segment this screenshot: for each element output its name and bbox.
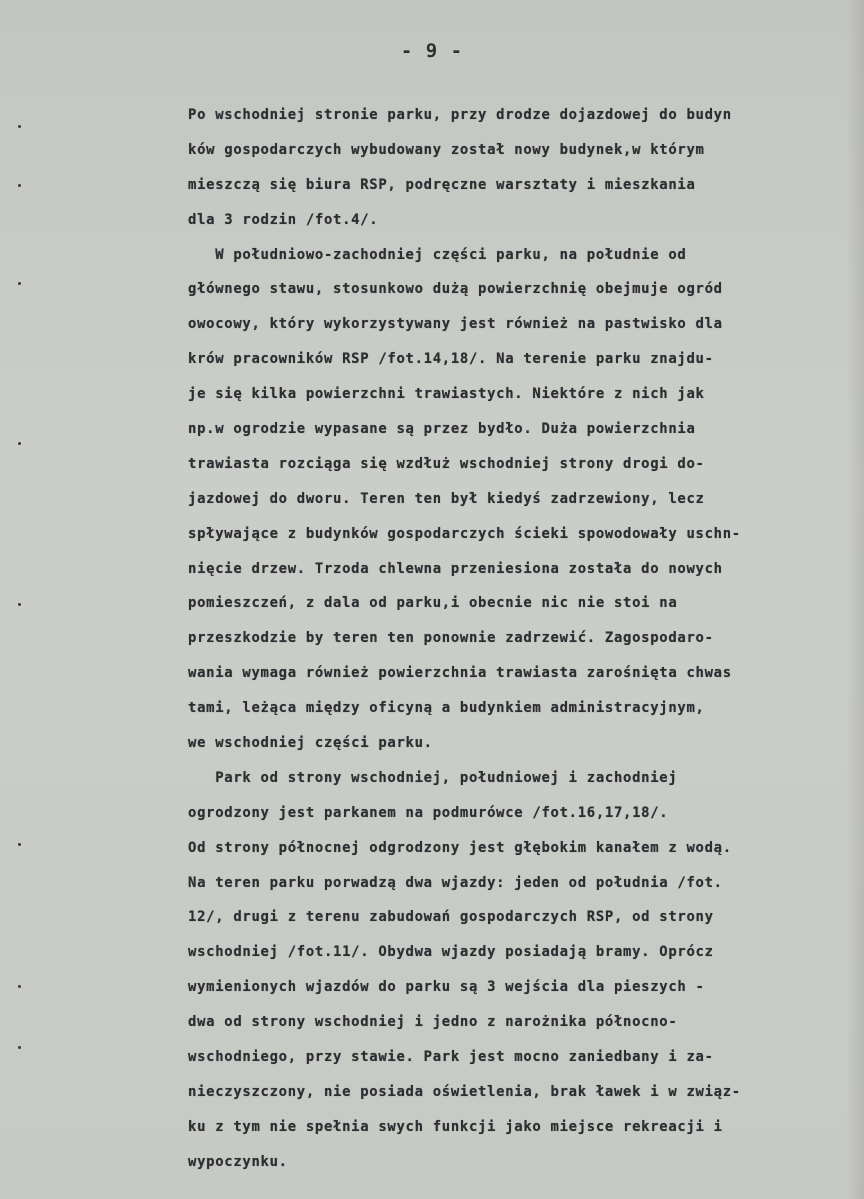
punch-hole-mark (18, 1046, 21, 1049)
text-line: wschodniej /fot.11/. Obydwa wjazdy posiadają bramy. Oprócz (188, 944, 714, 961)
punch-hole-mark (18, 282, 21, 285)
typewritten-body (188, 103, 856, 1185)
text-line: pomieszczeń, z dala od parku,i obecnie nic nie stoi na (188, 595, 678, 612)
text-line: owocowy, który wykorzystywany jest również na pastwisko dla (188, 316, 723, 333)
text-line: wypoczynku. (188, 1153, 288, 1170)
punch-hole-mark (18, 603, 21, 606)
text-line: wschodniego, przy stawie. Park jest mocno zaniedbany i za- (188, 1049, 714, 1066)
text-line: ków gospodarczych wybudowany został nowy budynek,w którym (188, 141, 705, 158)
text-line: Na teren parku porwadzą dwa wjazdy: jeden od południa /fot. (188, 874, 723, 891)
text-line: krów pracowników RSP /fot.14,18/. Na terenie parku znajdu- (188, 351, 714, 368)
punch-hole-mark (18, 125, 21, 128)
punch-hole-mark (18, 985, 21, 988)
punch-hole-mark (18, 442, 21, 445)
text-line: nieczyszczony, nie posiada oświetlenia, brak ławek i w związ- (188, 1083, 741, 1100)
text-line: dla 3 rodzin /fot.4/. (188, 211, 379, 228)
text-line: dwa od strony wschodniej i jedno z narożnika północno- (188, 1014, 678, 1031)
text-line: we wschodniej części parku. (188, 735, 433, 752)
text-line: przeszkodzie by teren ten ponownie zadrzewić. Zagospodaro- (188, 630, 714, 647)
text-line: mieszczą się biura RSP, podręczne warsztaty i mieszkania (188, 176, 696, 193)
punch-hole-mark (18, 184, 21, 187)
text-line: jazdowej do dworu. Teren ten był kiedyś zadrzewiony, lecz (188, 490, 705, 507)
text-line: spływające z budynków gospodarczych ścieki spowodowały uschn- (188, 525, 741, 542)
punch-hole-mark (18, 843, 21, 846)
text-line: Po wschodniej stronie parku, przy drodze dojazdowej do budyn (188, 107, 732, 123)
text-line: je się kilka powierzchni trawiastych. Niektóre z nich jak (188, 386, 705, 403)
text-line: np.w ogrodzie wypasane są przez bydło. Duża powierzchnia (188, 421, 696, 438)
text-line: 12/, drugi z terenu zabudowań gospodarczych RSP, od strony (188, 909, 714, 926)
text-line: wymienionych wjazdów do parku są 3 wejścia dla pieszych - (188, 979, 705, 996)
text-line: tami, leżąca między oficyną a budynkiem administracyjnym, (188, 700, 705, 717)
text-line: ogrodzony jest parkanem na podmurówce /fot.16,17,18/. (188, 804, 669, 821)
text-line: Od strony północnej odgrodzony jest głębokim kanałem z wodą. (188, 839, 732, 856)
page-number: - 9 - (400, 40, 464, 62)
text-line: wania wymaga również powierzchnia trawiasta zarośnięta chwas (188, 665, 732, 682)
text-line: głównego stawu, stosunkowo dużą powierzchnię obejmuje ogród (188, 281, 723, 298)
text-line: trawiasta rozciąga się wzdłuż wschodniej strony drogi do- (188, 455, 705, 472)
text-line: nięcie drzew. Trzoda chlewna przeniesiona została do nowych (188, 560, 723, 577)
text-line: Park od strony wschodniej, południowej i zachodniej (188, 769, 678, 786)
text-line: ku z tym nie spełnia swych funkcji jako miejsce rekreacji i (188, 1118, 723, 1135)
text-line: W południowo-zachodniej części parku, na południe od (188, 246, 687, 263)
